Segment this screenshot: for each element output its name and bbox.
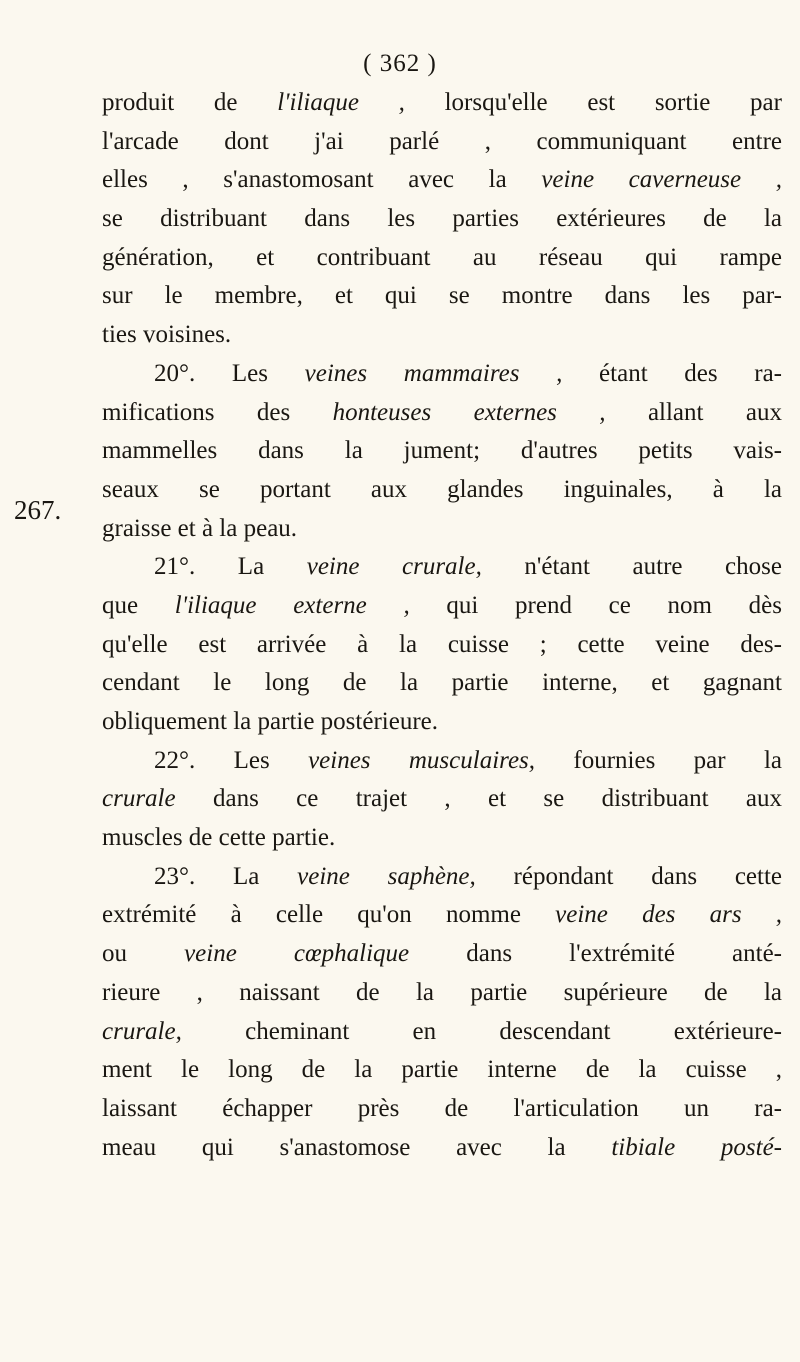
- text-segment: 23°. La: [154, 862, 298, 890]
- italic-term: crurale: [102, 785, 176, 813]
- text-segment: mifications des: [102, 398, 333, 426]
- italic-term: crurale,: [102, 1017, 182, 1045]
- text-segment: laissant échapper près de l'articulation un ra-: [102, 1094, 782, 1122]
- text-segment: extrémité à celle qu'on nomme: [102, 901, 556, 929]
- italic-term: veines musculaires,: [308, 746, 536, 774]
- text-segment: 20°. Les: [154, 359, 305, 387]
- text-segment: lorsqu'elle est sortie par: [404, 89, 782, 116]
- text-segment: 21°. La: [154, 553, 307, 581]
- italic-term: honteuses externes ,: [332, 398, 606, 426]
- text-line: [102, 355, 782, 394]
- text-segment: l'arcade dont j'ai parlé , communiquant entre: [102, 127, 782, 155]
- text-segment: qui prend ce nom dès: [409, 591, 782, 619]
- text-line: [102, 626, 782, 665]
- text-line: [102, 1090, 782, 1129]
- text-line: [102, 703, 782, 742]
- text-segment: dans l'extrémité anté-: [409, 940, 782, 968]
- text-line: [102, 432, 782, 471]
- italic-term: veines mammaires ,: [304, 359, 563, 387]
- page-number: ( 362 ): [363, 50, 437, 77]
- body-text: [102, 84, 782, 1167]
- text-line: [102, 239, 782, 278]
- text-segment: cheminant en descendant extérieure-: [181, 1017, 782, 1045]
- text-line: [102, 1013, 782, 1052]
- text-line: [102, 277, 782, 316]
- text-line: [102, 974, 782, 1013]
- text-segment: meau qui s'anastomose avec la: [102, 1133, 612, 1161]
- text-segment: se distribuant dans les parties extérieures de la: [102, 205, 782, 233]
- italic-term: veine cœphalique: [184, 940, 410, 968]
- text-segment: fournies par la: [535, 746, 782, 774]
- text-segment: seaux se portant aux glandes inguinales, à la: [102, 475, 782, 503]
- text-line: [102, 510, 782, 549]
- italic-term: veine caverneuse ,: [541, 166, 782, 194]
- text-line: [102, 1129, 782, 1168]
- text-segment: allant aux: [605, 398, 782, 426]
- margin-paragraph-number: 267.: [14, 495, 62, 525]
- italic-term: veine crurale,: [306, 553, 482, 581]
- text-segment: sur le membre, et qui se montre dans les par-: [102, 282, 782, 310]
- italic-term: l'iliaque externe ,: [174, 591, 410, 619]
- italic-term: veine saphène,: [297, 862, 476, 890]
- text-line: [102, 819, 782, 858]
- text-segment: dans ce trajet , et se distribuant aux: [175, 785, 782, 813]
- text-segment: génération, et contribuant au réseau qui rampe: [102, 243, 782, 271]
- text-line: [102, 548, 782, 587]
- text-segment: rieure , naissant de la partie supérieure de la: [102, 978, 782, 1006]
- text-line: [102, 471, 782, 510]
- text-segment: 22°. Les: [154, 746, 309, 774]
- text-segment: répondant dans cette: [475, 862, 782, 890]
- text-line: [102, 394, 782, 433]
- italic-term: veine des ars ,: [555, 901, 782, 929]
- text-segment: ment le long de la partie interne de la cuisse ,: [102, 1056, 782, 1084]
- text-line: [102, 664, 782, 703]
- text-segment: étant des ra-: [562, 359, 782, 387]
- italic-term: l'iliaque ,: [277, 89, 405, 116]
- text-segment: produit de: [102, 89, 278, 116]
- text-line: [102, 935, 782, 974]
- italic-term: tibiale posté-: [611, 1133, 782, 1161]
- text-line: [102, 742, 782, 781]
- text-segment: muscles de cette partie.: [102, 824, 336, 852]
- text-line: [102, 587, 782, 626]
- text-line: [102, 858, 782, 897]
- text-segment: ties voisines.: [102, 321, 232, 349]
- text-segment: ou: [102, 940, 185, 968]
- text-line: [102, 1051, 782, 1090]
- text-line: [102, 896, 782, 935]
- text-line: [102, 84, 782, 123]
- text-line: [102, 316, 782, 355]
- text-segment: n'étant autre chose: [481, 553, 782, 581]
- text-segment: mammelles dans la jument; d'autres petits vais-: [102, 437, 782, 465]
- text-segment: cendant le long de la partie interne, et gagnant: [102, 669, 782, 697]
- text-segment: qu'elle est arrivée à la cuisse ; cette veine des-: [102, 630, 782, 658]
- text-line: [102, 200, 782, 239]
- text-line: [102, 161, 782, 200]
- text-line: [102, 123, 782, 162]
- text-segment: obliquement la partie postérieure.: [102, 708, 438, 735]
- text-segment: que: [102, 591, 175, 619]
- text-line: [102, 780, 782, 819]
- text-segment: graisse et à la peau.: [102, 514, 298, 542]
- text-segment: elles , s'anastomosant avec la: [102, 166, 542, 194]
